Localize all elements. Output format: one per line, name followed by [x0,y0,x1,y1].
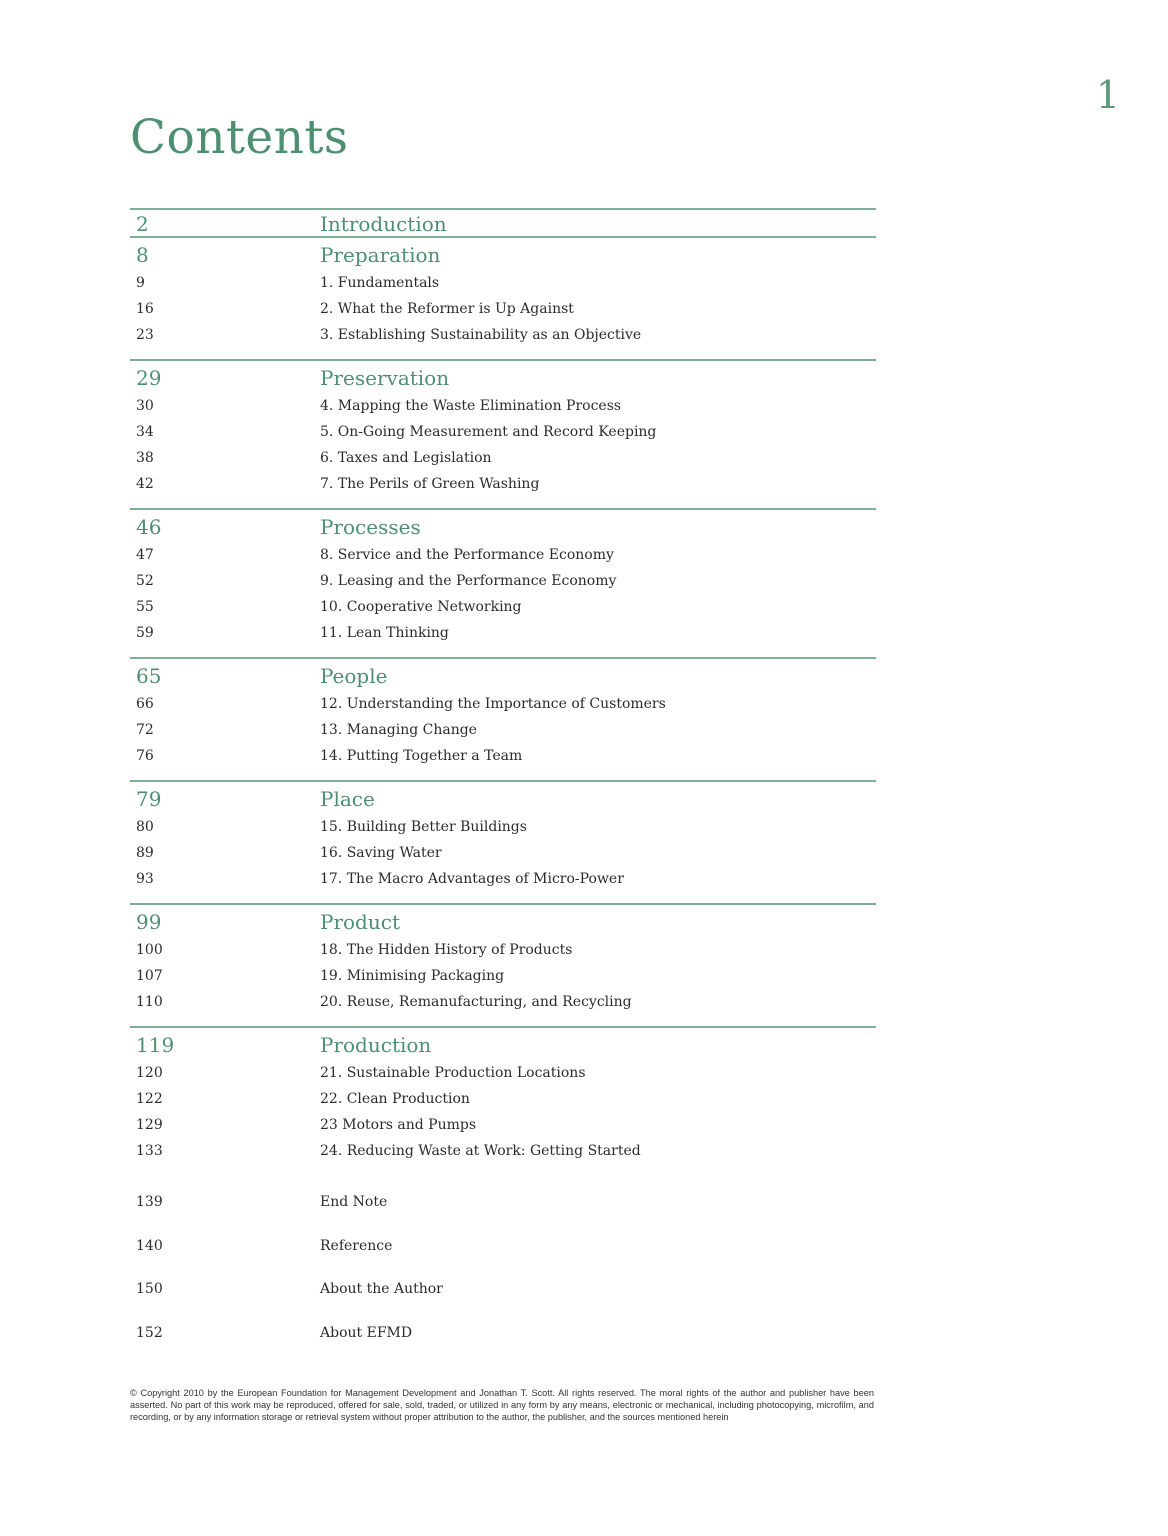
section-page-number: 65 [136,664,162,688]
back-matter-page-number: 140 [136,1237,163,1254]
back-matter-entry [130,1312,876,1356]
chapter-title: 8. Service and the Performance Economy [320,547,614,563]
chapter-list [130,814,876,892]
chapter-entry [130,989,876,1015]
chapter-title: 9. Leasing and the Performance Economy [320,573,617,589]
chapter-title: 17. The Macro Advantages of Micro-Power [320,871,624,887]
chapter-page-number: 107 [136,968,163,984]
toc-section [130,903,876,1026]
toc-section [130,236,876,359]
section-page-number: 8 [136,243,149,267]
chapter-entry [130,393,876,419]
chapter-page-number: 120 [136,1065,163,1081]
chapter-page-number: 30 [136,398,154,414]
chapter-page-number: 16 [136,301,154,317]
back-matter-entry [130,1225,876,1269]
table-of-contents [130,208,876,1355]
section-title: Preparation [320,243,441,267]
chapter-entry [130,814,876,840]
chapter-title: 14. Putting Together a Team [320,748,523,764]
chapter-list [130,270,876,348]
chapter-entry [130,743,876,769]
section-title: Processes [320,515,421,539]
toc-section [130,208,876,236]
chapter-entry [130,1060,876,1086]
chapter-entry [130,1112,876,1138]
page-number: 1 [1095,73,1120,117]
chapter-entry [130,937,876,963]
chapter-entry [130,594,876,620]
chapter-entry [130,717,876,743]
chapter-page-number: 66 [136,696,154,712]
chapter-page-number: 133 [136,1143,163,1159]
section-title: Preservation [320,366,450,390]
chapter-entry [130,866,876,892]
section-heading [130,784,876,814]
chapter-title: 6. Taxes and Legislation [320,450,492,466]
chapter-title: 2. What the Reformer is Up Against [320,301,574,317]
chapter-entry [130,419,876,445]
chapter-entry [130,445,876,471]
chapter-entry [130,542,876,568]
back-matter-page-number: 139 [136,1194,163,1210]
toc-section [130,508,876,657]
chapter-page-number: 100 [136,942,163,958]
copyright-notice: © Copyright 2010 by the European Foundation for Management Development and Jonathan T. Scott. All rights reserved. The moral rights of the author and publisher have been asserted. No part of this work may be reproduced, offered for sale, sold, traded, or utilized in any form by any means, electronic or mechanical, including photocopying, microfilm, and recording, or by any information storage or retrieval system without proper attribution to the author, the publisher, and the sources mentioned herein [130,1388,874,1422]
chapter-entry [130,296,876,322]
chapter-list [130,691,876,769]
section-heading [130,240,876,270]
chapter-page-number: 129 [136,1117,163,1133]
section-heading [130,907,876,937]
toc-section [130,1026,876,1175]
toc-section [130,780,876,903]
back-matter-entry [130,1181,876,1225]
chapter-title: 3. Establishing Sustainability as an Objective [320,327,642,343]
section-title: Introduction [320,212,447,236]
section-title: Production [320,1033,432,1057]
chapter-page-number: 23 [136,327,154,343]
chapter-page-number: 89 [136,845,154,861]
section-page-number: 2 [136,212,149,236]
chapter-entry [130,471,876,497]
chapter-page-number: 76 [136,748,154,764]
chapter-title: 5. On-Going Measurement and Record Keeping [320,424,657,440]
back-matter-title: About the Author [320,1281,443,1297]
chapter-entry [130,322,876,348]
section-title: People [320,664,388,688]
back-matter-title: End Note [320,1194,388,1210]
section-title: Product [320,910,400,934]
section-page-number: 46 [136,515,162,539]
chapter-entry [130,620,876,646]
chapter-entry [130,1086,876,1112]
chapter-page-number: 59 [136,625,154,641]
chapter-title: 19. Minimising Packaging [320,968,505,984]
chapter-page-number: 47 [136,547,154,563]
page-title: Contents [130,110,349,165]
chapter-page-number: 122 [136,1091,163,1107]
section-heading [130,512,876,542]
chapter-title: 1. Fundamentals [320,275,440,291]
section-title: Place [320,787,375,811]
chapter-page-number: 38 [136,450,154,466]
chapter-title: 10. Cooperative Networking [320,599,522,615]
back-matter-list [130,1181,876,1355]
section-heading [130,1030,876,1060]
section-page-number: 99 [136,910,162,934]
chapter-title: 24. Reducing Waste at Work: Getting Started [320,1143,641,1159]
back-matter-title: About EFMD [320,1324,413,1341]
chapter-title: 12. Understanding the Importance of Customers [320,696,666,712]
back-matter-title: Reference [320,1237,393,1254]
section-heading [130,363,876,393]
chapter-entry [130,963,876,989]
chapter-entry [130,1138,876,1164]
chapter-title: 7. The Perils of Green Washing [320,476,540,492]
chapter-list [130,1060,876,1164]
chapter-page-number: 55 [136,599,154,615]
chapter-title: 23 Motors and Pumps [320,1117,477,1133]
chapter-page-number: 34 [136,424,154,440]
toc-section [130,359,876,508]
chapter-list [130,393,876,497]
chapter-title: 11. Lean Thinking [320,625,449,641]
chapter-title: 18. The Hidden History of Products [320,942,573,958]
chapter-page-number: 9 [136,275,145,291]
section-page-number: 79 [136,787,162,811]
section-page-number: 119 [136,1033,175,1057]
toc-section [130,657,876,780]
chapter-entry [130,691,876,717]
chapter-title: 16. Saving Water [320,845,442,861]
section-heading [130,661,876,691]
chapter-list [130,542,876,646]
chapter-entry [130,270,876,296]
back-matter-entry [130,1268,876,1312]
chapter-page-number: 72 [136,722,154,738]
back-matter-page-number: 150 [136,1281,163,1297]
back-matter-page-number: 152 [136,1324,163,1341]
chapter-title: 22. Clean Production [320,1091,470,1107]
chapter-title: 15. Building Better Buildings [320,819,527,835]
section-page-number: 29 [136,366,162,390]
section-heading [130,212,876,236]
chapter-title: 4. Mapping the Waste Elimination Process [320,398,622,414]
chapter-title: 21. Sustainable Production Locations [320,1065,586,1081]
chapter-page-number: 80 [136,819,154,835]
chapter-title: 13. Managing Change [320,722,477,738]
chapter-page-number: 93 [136,871,154,887]
chapter-entry [130,840,876,866]
chapter-list [130,937,876,1015]
chapter-title: 20. Reuse, Remanufacturing, and Recycling [320,994,632,1010]
chapter-page-number: 110 [136,994,163,1010]
chapter-page-number: 52 [136,573,154,589]
chapter-entry [130,568,876,594]
chapter-page-number: 42 [136,476,154,492]
